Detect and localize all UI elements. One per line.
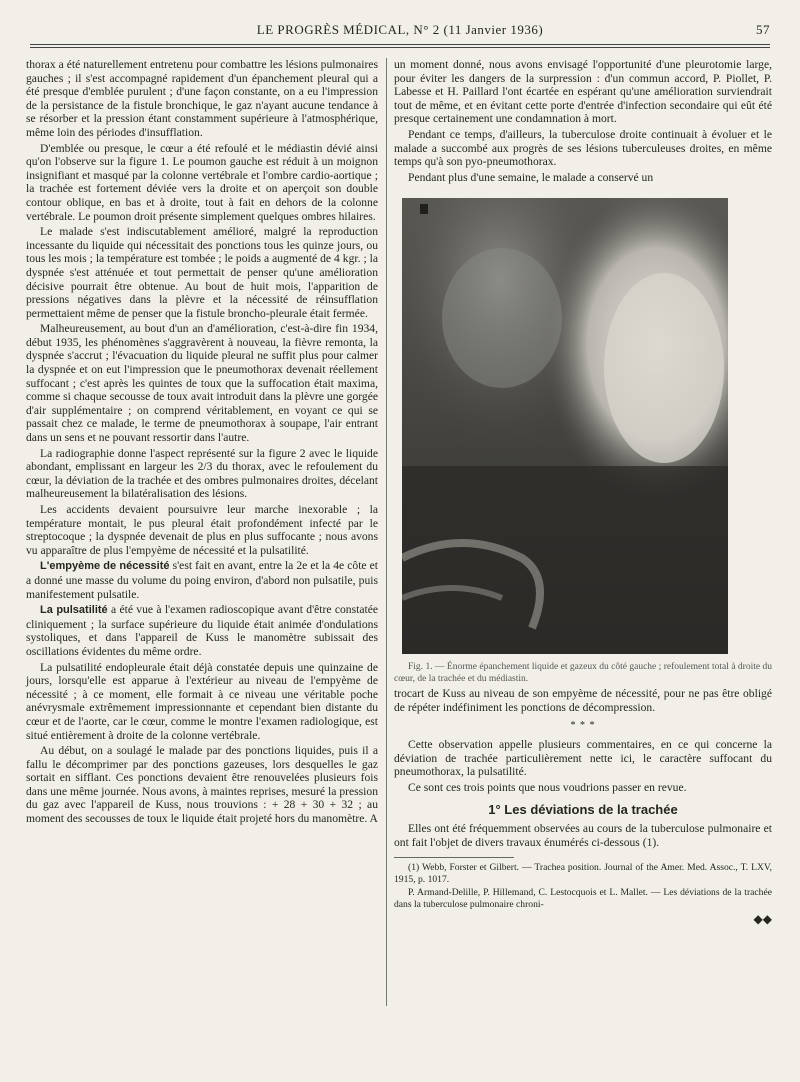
footnote: P. Armand-Delille, P. Hillemand, C. Lestocquois et L. Mallet. — Les déviations de la trachée dans la tuberculose pulmonaire chroni-: [394, 887, 772, 911]
footnote-rule: [394, 857, 514, 858]
paragraph: thorax a été naturellement entretenu pour combattre les lésions pulmonaires gauches ; il s'est accompagné rapidement d'un épanchement pleural qui a été presque d'emblée purulent ; d'une façon constante, on a eu l'impression de la persistance de la fistule bronchique, le gaz n'ayant aucune tendance à se résorber et la pression étant constamment supérieure à l'atmosphérique, même loin des périodes d'insufflation.: [26, 58, 378, 139]
journal-title: LE PROGRÈS MÉDICAL, N° 2 (11 Janvier 1936): [256, 22, 544, 37]
figure-caption: Fig. 1. — Énorme épanchement liquide et gazeux du côté gauche ; refoulement total à droite du cœur, de la trachée et du médiastin.: [394, 662, 772, 684]
header-rule: [30, 44, 770, 45]
paragraph: Pendant plus d'une semaine, le malade a conservé un: [408, 170, 654, 184]
paragraph: La radiographie donne l'aspect représenté sur la figure 2 avec le liquide abondant, emplissant en largeur les 2/3 du thorax, avec le refoulement du cœur, la déviation de la trachée et des ombres pulmonaires droites, décelant malheureusement la bilatéralisation des lésions.: [26, 446, 378, 501]
paragraph: Cette observation appelle plusieurs commentaires, en ce qui concerne la déviation de trachée particulièrement nette ici, le caractère suffocant du pneumothorax, la pulsatilité.: [394, 738, 772, 779]
paragraph: Pendant ce temps, d'ailleurs, la tuberculose droite continuait à évoluer et le malade a succombé aux progrès de ses lésions tuberculeuses droites, en même temps qu'à son pyo-pneumothorax.: [394, 127, 772, 169]
footnote: (1) Webb, Forster et Gilbert. — Trachea position. Journal of the Amer. Med. Assoc., T. LXV, 1915, p. 1017.: [394, 862, 772, 885]
paragraph: Le malade s'est indiscutablement amélioré, malgré la reproduction incessante du liquide qui nécessitait des ponctions tous les quinze jours, ou tous les mois ; la température est tombée ; le poids a augmenté de 4 kgr. ; la dyspnée s'est atténuée et tout permettait de penser qu'une amélioration décisive pourrait être obtenue. Au bout de huit mois, l'apparition de pressions négatives dans la plèvre et la nécessité de réinsufflation permettaient même de penser que la fistule broncho-pleurale était fermée.: [26, 225, 378, 320]
paragraph: Les accidents devaient poursuivre leur marche inexorable ; la température montait, le pus pleural était profondément infecté par le streptocoque ; la dyspnée devenait de plus en plus suffocante ; nous avons vu apparaître de plus l'empyème de nécessité et la pulsatilité.: [26, 503, 378, 557]
column-divider: [386, 58, 387, 1006]
paragraph: Au début, on a soulagé le malade par des ponctions liquides, puis il a fallu le décomprimer par des ponctions gazeuses, lors desquelles le gaz sortait en sifflant. Ces ponctions devaient être renouvelées plusieurs fois dans une même journée. Nous avons, à maintes reprises, mesuré la pression du gaz avec l'appareil de Kuss, nous trouvions : + 28 + 30 + 32 ; au moment des secousses de toux le liquide était projeté hors du manomètre. A: [26, 744, 378, 826]
paragraph: Ce sont ces trois points que nous voudrions passer en revue.: [408, 780, 687, 794]
section-heading: 1° Les déviations de la trachée: [488, 801, 678, 817]
paragraph: D'emblée ou presque, le cœur a été refoulé et le médiastin dévié ainsi qu'on l'observe sur la figure 1. Le poumon gauche est réduit à un moignon insignifiant et masqué par la colonne vertébrale et l'ombre cardio-aortique ; la trachée est fortement déviée vers la droite et on aperçoit son double contour oblique, en bas et à droite, tout à fait en dehors de la colonne vertébrale. Le poumon droit présente simplement quelques ombres hilaires.: [26, 141, 378, 223]
bold-lead: L'empyème de nécessité: [40, 560, 170, 573]
xray-figure: [402, 198, 728, 654]
paragraph: un moment donné, nous avons envisagé l'opportunité d'une pleurotomie large, pour éviter les dangers de la surpression : d'un commun accord, P. Piollet, P. Labesse et H. Paillard l'ont écartée en espérant qu'une amélioration surviendrait tout de même, et en évitant cette porte d'entrée d'infection secondaire qui eût été presque certainement une condamnation à mort.: [394, 58, 772, 126]
paragraph-pulsatilite: [26, 603, 378, 658]
right-column: [394, 58, 772, 926]
running-header: [30, 22, 770, 44]
paragraph: Malheureusement, au bout d'un an d'amélioration, c'est-à-dire fin 1934, début 1935, les phénomènes s'aggravèrent à nouveau, la fièvre remonta, la dyspnée s'accrut ; l'évacuation du liquide pleural ne suffit plus pour calmer la dyspnée et on eut l'impression que le pneumothorax devenait réellement suffocant ; c'est après les quintes de toux que la suffocation était maxima, comme si chaque secousse de toux avait introduit dans la plèvre une gorgée d'air supplémentaire ; on comprend véritablement, en voyant ce qui se passait chez ce malade, le terme de pneumothorax à soupape, l'air entrant dans un sens et ne pouvant ressortir dans l'autre.: [26, 322, 378, 445]
paragraph-empyeme: [26, 559, 378, 601]
paragraph-text: s'est fait en avant, entre la 2e et la 4e côte et a donné une masse du volume du poing environ, d'abord non pulsatile, puis manifestement pulsatile.: [26, 559, 378, 601]
header-rule-secondary: [30, 47, 770, 48]
bold-lead: La pulsatilité: [40, 604, 108, 617]
fleuron-ornament: ◆◆: [753, 911, 772, 926]
paragraph: La pulsatilité endopleurale était déjà constatée depuis une quinzaine de jours, lorsqu'elle est apparue à l'extérieur au niveau de l'empyème de nécessité ; à ce moment, elle formait à ce niveau une véritable poche anévrysmale extrêmement impressionnante et cependant bien distante du cœur et de l'aorte, car le cœur, comme le montre l'examen radiologique, est situé entièrement à droite de la colonne vertébrale.: [26, 660, 378, 742]
paragraph: trocart de Kuss au niveau de son empyème de nécessité, pour ne pas être obligé de répéter indéfiniment les ponctions de décompression.: [394, 687, 772, 714]
paragraph: Elles ont été fréquemment observées au cours de la tuberculose pulmonaire et ont fait l'objet de divers travaux énumérés ci-dessous (1).: [394, 822, 772, 849]
section-separator: * * *: [570, 719, 596, 731]
xray-image: [402, 198, 728, 654]
left-column: [26, 58, 378, 828]
page-number: 57: [756, 22, 770, 37]
paragraph-text: a été vue à l'examen radioscopique avant d'être constatée cliniquement ; la surface supérieure du liquide était animée d'ondulations systoliques, et dans l'appareil de Kuss le manomètre subissait des oscillations évidentes du même ordre.: [26, 603, 378, 658]
